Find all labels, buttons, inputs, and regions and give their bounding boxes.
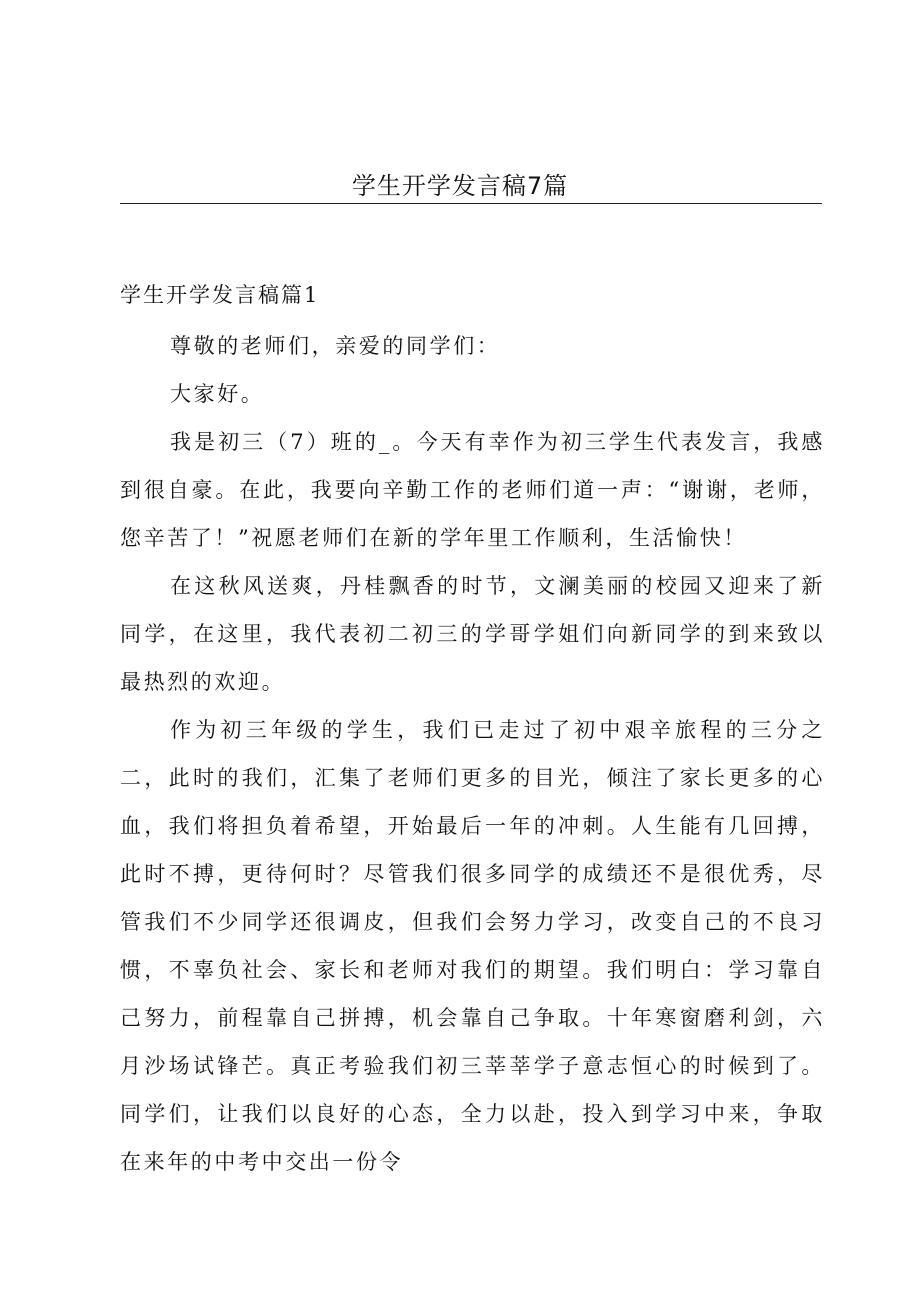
greeting-paragraph: 大家好。 xyxy=(170,382,265,406)
welcome-paragraph: 在这秋风送爽，丹桂飘香的时节，文澜美丽的校园又迎来了新同学，在这里，我代表初二初三的学哥学姐们向新同学的到来致以最热烈的欢迎。 xyxy=(120,574,825,694)
introduction-paragraph: 我是初三（7）班的_。今天有幸作为初三学生代表发言，我感到很自豪。在此，我要向辛勤工作的老师们道一声：“谢谢，老师，您辛苦了！”祝愿老师们在新的学年里工作顺利，生活愉快！ xyxy=(120,430,825,550)
salutation-paragraph: 尊敬的老师们，亲爱的同学们： xyxy=(170,334,501,358)
document-title: 学生开学发言稿7篇 xyxy=(351,172,569,200)
section-heading: 学生开学发言稿篇1 xyxy=(120,283,320,307)
title-underline-divider xyxy=(120,203,822,204)
motivation-paragraph: 作为初三年级的学生，我们已走过了初中艰辛旅程的三分之二，此时的我们，汇集了老师们更多的目光，倾注了家长更多的心血，我们将担负着希望，开始最后一年的冲刺。人生能有几回搏，此时不搏，更待何时？尽管我们很多同学的成绩还不是很优秀，尽管我们不少同学还很调皮，但我们会努力学习，改变自己的不良习惯，不辜负社会、家长和老师对我们的期望。我们明白：学习靠自己努力，前程靠自己拼搏，机会靠自己争取。十年寒窗磨利剑，六月沙场试锋芒。真正考验我们初三莘莘学子意志恒心的时候到了。同学们，让我们以良好的心态，全力以赴，投入到学习中来，争取在来年的中考中交出一份令 xyxy=(120,718,825,1174)
speech-body xyxy=(120,322,825,1186)
